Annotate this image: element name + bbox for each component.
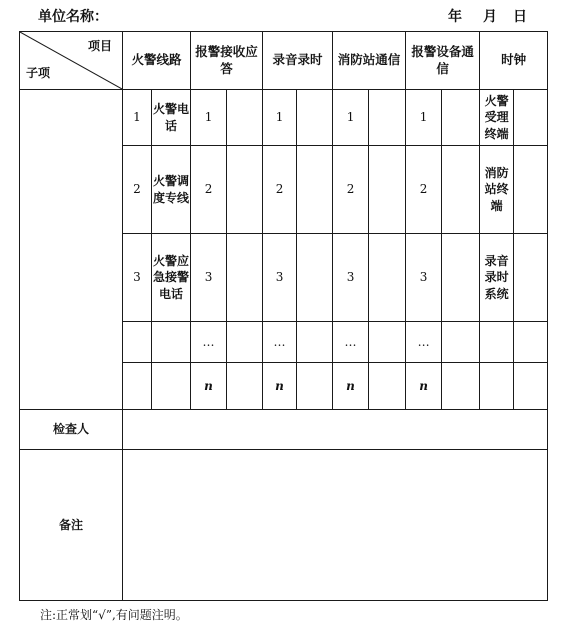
station-comm-number: 2 [333, 146, 369, 234]
day-label: 日 [513, 9, 527, 25]
device-comm-number: 1 [406, 90, 442, 146]
check-cell[interactable] [369, 146, 406, 234]
inspector-field[interactable] [123, 410, 548, 450]
check-cell[interactable] [514, 234, 548, 322]
check-cell[interactable] [227, 322, 263, 363]
inspector-label: 检查人 [20, 410, 123, 450]
col-alarm-answer: 报警接收应答 [191, 32, 263, 90]
alarm-answer-number: 2 [191, 146, 227, 234]
n-cell: n [333, 363, 369, 410]
col-fire-line: 火警线路 [123, 32, 191, 90]
n-cell: n [191, 363, 227, 410]
year-label: 年 [448, 9, 462, 25]
recording-number: 2 [263, 146, 297, 234]
device-comm-number: 3 [406, 234, 442, 322]
n-cell: n [263, 363, 297, 410]
clock-item-cell: 录音录时系统 [480, 234, 514, 322]
clock-item-cell: 火警受理终端 [480, 90, 514, 146]
station-comm-number: 3 [333, 234, 369, 322]
check-cell[interactable] [442, 234, 480, 322]
line-type-cell: 火警电话 [152, 90, 191, 146]
row-number [123, 322, 152, 363]
line-type-cell [152, 363, 191, 410]
check-cell[interactable] [227, 363, 263, 410]
check-cell[interactable] [297, 363, 333, 410]
check-cell[interactable] [514, 322, 548, 363]
clock-item-cell [480, 363, 514, 410]
row-number: 3 [123, 234, 152, 322]
inspection-form-table [19, 31, 548, 601]
table-row [20, 90, 548, 146]
ellipsis-cell: … [333, 322, 369, 363]
ellipsis-cell: … [263, 322, 297, 363]
check-cell[interactable] [514, 90, 548, 146]
check-cell[interactable] [442, 146, 480, 234]
col-station-comm: 消防站通信 [333, 32, 406, 90]
check-cell[interactable] [227, 146, 263, 234]
line-type-cell: 火警调度专线 [152, 146, 191, 234]
device-comm-number: 2 [406, 146, 442, 234]
subitem-cell [20, 90, 123, 410]
check-cell[interactable] [227, 90, 263, 146]
row-number: 1 [123, 90, 152, 146]
check-cell[interactable] [442, 363, 480, 410]
footnote: 注:正常划“√”,有问题注明。 [40, 608, 188, 622]
check-cell[interactable] [297, 322, 333, 363]
ellipsis-cell: … [191, 322, 227, 363]
check-cell[interactable] [369, 90, 406, 146]
line-type-cell [152, 322, 191, 363]
alarm-answer-number: 1 [191, 90, 227, 146]
header-subitem-label: 子项 [26, 65, 51, 80]
n-cell: n [406, 363, 442, 410]
inspector-row [20, 410, 548, 450]
check-cell[interactable] [369, 363, 406, 410]
alarm-answer-number: 3 [191, 234, 227, 322]
ellipsis-cell: … [406, 322, 442, 363]
check-cell[interactable] [442, 322, 480, 363]
header-row [20, 32, 548, 90]
check-cell[interactable] [514, 146, 548, 234]
check-cell[interactable] [297, 146, 333, 234]
row-number: 2 [123, 146, 152, 234]
check-cell[interactable] [297, 234, 333, 322]
col-alarm-device-comm: 报警设备通信 [406, 32, 480, 90]
header-item-label: 项目 [87, 39, 112, 53]
station-comm-number: 1 [333, 90, 369, 146]
remarks-row [20, 450, 548, 601]
col-recording: 录音录时 [263, 32, 333, 90]
row-number [123, 363, 152, 410]
clock-item-cell [480, 322, 514, 363]
remarks-label: 备注 [20, 450, 123, 601]
check-cell[interactable] [297, 90, 333, 146]
check-cell[interactable] [227, 234, 263, 322]
recording-number: 3 [263, 234, 297, 322]
unit-name-label: 单位名称： [38, 9, 108, 25]
recording-number: 1 [263, 90, 297, 146]
month-label: 月 [483, 9, 497, 25]
check-cell[interactable] [369, 322, 406, 363]
clock-item-cell: 消防站终端 [480, 146, 514, 234]
line-type-cell: 火警应急接警电话 [152, 234, 191, 322]
check-cell[interactable] [369, 234, 406, 322]
check-cell[interactable] [442, 90, 480, 146]
remarks-field[interactable] [123, 450, 548, 601]
col-clock: 时钟 [480, 32, 548, 90]
check-cell[interactable] [514, 363, 548, 410]
diagonal-header-cell [20, 32, 123, 90]
